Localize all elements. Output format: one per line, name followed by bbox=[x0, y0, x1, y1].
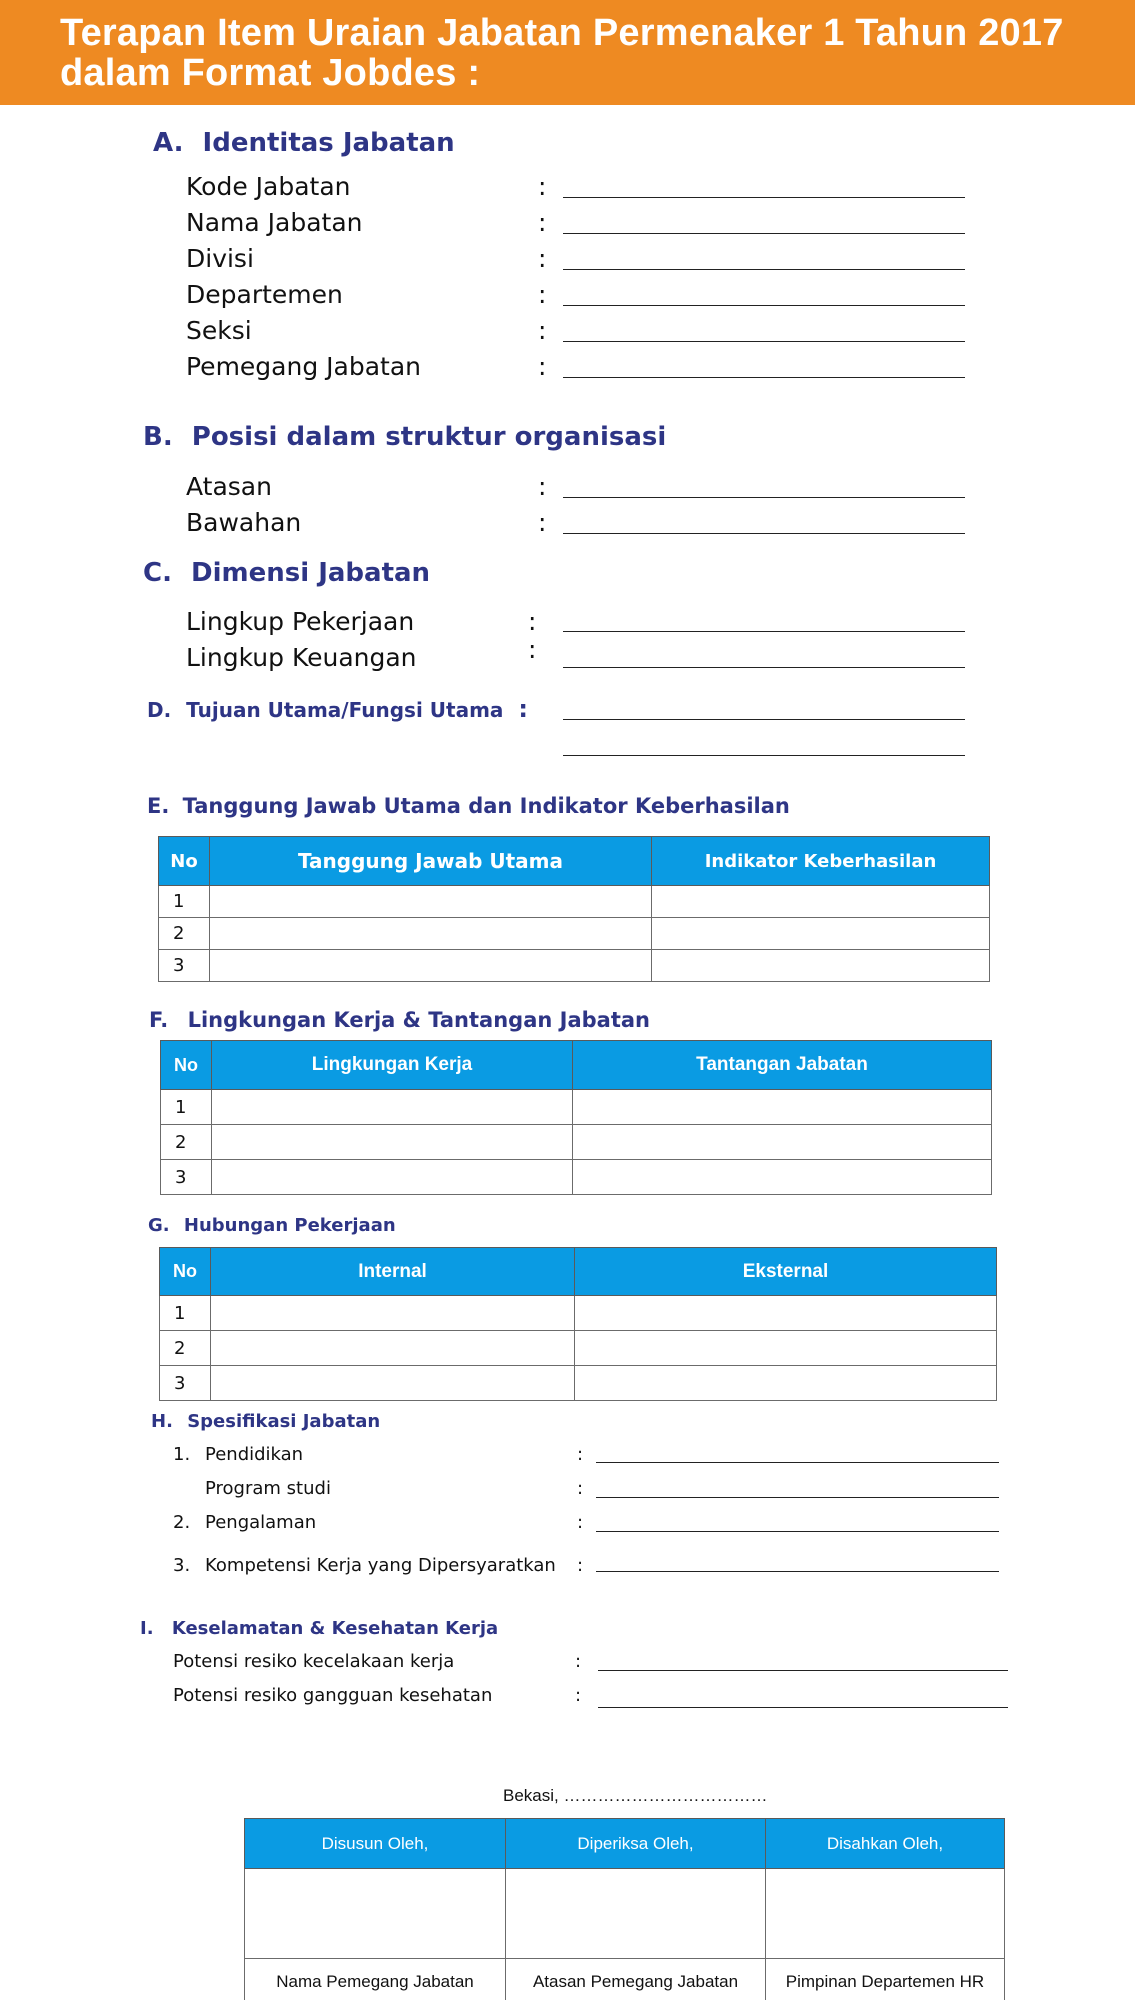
table-row bbox=[159, 950, 990, 982]
section-d-heading bbox=[147, 696, 528, 723]
section-i-title: Keselamatan & Kesehatan Kerja bbox=[171, 1618, 499, 1639]
field-colon: : bbox=[528, 607, 537, 636]
field-departemen-line[interactable] bbox=[563, 305, 965, 306]
table-hubungan-pekerjaan bbox=[159, 1247, 997, 1401]
table-row bbox=[159, 918, 990, 950]
field-label: Divisi bbox=[186, 244, 254, 273]
spec-label: Pengalaman bbox=[205, 1512, 317, 1533]
cell-lingkungan[interactable] bbox=[212, 1160, 573, 1195]
section-a-heading bbox=[153, 126, 455, 160]
signature-name-atasan: Atasan Pemegang Jabatan bbox=[506, 1959, 766, 2000]
table-row bbox=[160, 1366, 997, 1401]
field-atasan-line[interactable] bbox=[563, 497, 965, 498]
field-label: Departemen bbox=[186, 280, 343, 309]
cell-internal[interactable] bbox=[211, 1366, 575, 1401]
signature-header-disahkan: Disahkan Oleh, bbox=[766, 1819, 1005, 1869]
signature-name-hr: Pimpinan Departemen HR bbox=[766, 1959, 1005, 2000]
k3-label: Potensi resiko gangguan kesehatan bbox=[173, 1685, 493, 1706]
field-lingkup-pekerjaan-line[interactable] bbox=[563, 631, 965, 632]
header-banner bbox=[0, 0, 1135, 105]
section-c-heading bbox=[143, 556, 430, 590]
table-row bbox=[161, 1125, 992, 1160]
table-header-tanggung-jawab: Tanggung Jawab Utama bbox=[210, 837, 652, 886]
section-e-letter: E. bbox=[147, 794, 170, 818]
section-e-title: Tanggung Jawab Utama dan Indikator Keberhasilan bbox=[182, 794, 790, 818]
section-h-heading bbox=[151, 1410, 380, 1434]
field-label: Seksi bbox=[186, 316, 252, 345]
table-row bbox=[161, 1090, 992, 1125]
spec-colon: : bbox=[577, 1444, 584, 1465]
field-kode-jabatan-line[interactable] bbox=[563, 197, 965, 198]
field-tujuan-line-1[interactable] bbox=[563, 719, 965, 720]
row-number: 2 bbox=[159, 918, 210, 950]
signature-header-diperiksa: Diperiksa Oleh, bbox=[506, 1819, 766, 1869]
field-label: Bawahan bbox=[186, 508, 302, 537]
signature-box-disusun[interactable] bbox=[245, 1869, 506, 1959]
table-row bbox=[161, 1160, 992, 1195]
signature-table bbox=[244, 1818, 1005, 2000]
k3-colon: : bbox=[575, 1651, 582, 1672]
row-number: 3 bbox=[160, 1366, 211, 1401]
spec-colon: : bbox=[577, 1478, 584, 1499]
spec-label: Pendidikan bbox=[205, 1444, 304, 1465]
section-f-title: Lingkungan Kerja & Tantangan Jabatan bbox=[187, 1008, 650, 1032]
row-number: 1 bbox=[161, 1090, 212, 1125]
field-colon: : bbox=[528, 635, 537, 664]
cell-tanggung-jawab[interactable] bbox=[210, 886, 652, 918]
table-row bbox=[159, 886, 990, 918]
spec-label: Program studi bbox=[205, 1478, 331, 1499]
k3-kesehatan-line[interactable] bbox=[598, 1707, 1008, 1708]
field-bawahan-line[interactable] bbox=[563, 533, 965, 534]
field-divisi-line[interactable] bbox=[563, 269, 965, 270]
table-header-eksternal: Eksternal bbox=[575, 1248, 997, 1296]
table-header-no: No bbox=[160, 1248, 211, 1296]
field-colon: : bbox=[538, 472, 547, 501]
cell-lingkungan[interactable] bbox=[212, 1090, 573, 1125]
field-label: Kode Jabatan bbox=[186, 172, 351, 201]
signature-box-disahkan[interactable] bbox=[766, 1869, 1005, 1959]
cell-internal[interactable] bbox=[211, 1331, 575, 1366]
row-number: 1 bbox=[160, 1296, 211, 1331]
section-i-heading bbox=[140, 1617, 498, 1641]
table-header-indikator: Indikator Keberhasilan bbox=[652, 837, 990, 886]
cell-indikator[interactable] bbox=[652, 950, 990, 982]
field-colon: : bbox=[538, 316, 547, 345]
spec-pendidikan-line[interactable] bbox=[596, 1462, 999, 1463]
spec-kompetensi-line[interactable] bbox=[596, 1571, 999, 1572]
cell-eksternal[interactable] bbox=[575, 1331, 997, 1366]
k3-colon: : bbox=[575, 1685, 582, 1706]
table-header-no: No bbox=[161, 1041, 212, 1090]
section-d-title: Tujuan Utama/Fungsi Utama bbox=[186, 698, 504, 722]
cell-tantangan[interactable] bbox=[573, 1090, 992, 1125]
table-header-internal: Internal bbox=[211, 1248, 575, 1296]
spec-number: 1. bbox=[173, 1444, 191, 1465]
field-colon: : bbox=[538, 172, 547, 201]
row-number: 3 bbox=[161, 1160, 212, 1195]
spec-label: Kompetensi Kerja yang Dipersyaratkan bbox=[205, 1555, 556, 1576]
table-lingkungan-kerja bbox=[160, 1040, 992, 1195]
field-label: Lingkup Pekerjaan bbox=[186, 607, 415, 636]
section-f-letter: F. bbox=[149, 1008, 169, 1032]
signature-header-disusun: Disusun Oleh, bbox=[245, 1819, 506, 1869]
field-lingkup-keuangan-line[interactable] bbox=[563, 667, 965, 668]
page-title-line-2: dalam Format Jobdes : bbox=[60, 52, 481, 94]
section-a-letter: A. bbox=[153, 128, 184, 158]
spec-colon: : bbox=[577, 1512, 584, 1533]
section-c-title: Dimensi Jabatan bbox=[191, 558, 431, 588]
section-b-heading bbox=[143, 420, 666, 454]
table-header-no: No bbox=[159, 837, 210, 886]
cell-tantangan[interactable] bbox=[573, 1125, 992, 1160]
signature-box-diperiksa[interactable] bbox=[506, 1869, 766, 1959]
table-row bbox=[160, 1296, 997, 1331]
field-label: Lingkup Keuangan bbox=[186, 643, 417, 672]
row-number: 2 bbox=[160, 1331, 211, 1366]
spec-number: 2. bbox=[173, 1512, 191, 1533]
field-pemegang-jabatan-line[interactable] bbox=[563, 377, 965, 378]
section-g-title: Hubungan Pekerjaan bbox=[183, 1215, 396, 1236]
field-colon: : bbox=[538, 508, 547, 537]
table-tanggung-jawab bbox=[158, 836, 990, 982]
table-row bbox=[160, 1331, 997, 1366]
signature-name-pemegang: Nama Pemegang Jabatan bbox=[245, 1959, 506, 2000]
section-g-letter: G. bbox=[148, 1215, 170, 1236]
cell-indikator[interactable] bbox=[652, 886, 990, 918]
k3-kecelakaan-line[interactable] bbox=[598, 1670, 1008, 1671]
section-d-letter: D. bbox=[147, 698, 172, 722]
field-label: Pemegang Jabatan bbox=[186, 352, 421, 381]
field-seksi-line[interactable] bbox=[563, 341, 965, 342]
cell-indikator[interactable] bbox=[652, 918, 990, 950]
table-header-tantangan: Tantangan Jabatan bbox=[573, 1041, 992, 1090]
spec-colon: : bbox=[577, 1555, 584, 1576]
cell-internal[interactable] bbox=[211, 1296, 575, 1331]
row-number: 3 bbox=[159, 950, 210, 982]
section-h-title: Spesifikasi Jabatan bbox=[187, 1411, 381, 1432]
cell-eksternal[interactable] bbox=[575, 1296, 997, 1331]
field-label: Nama Jabatan bbox=[186, 208, 363, 237]
row-number: 2 bbox=[161, 1125, 212, 1160]
section-i-letter: I. bbox=[140, 1618, 154, 1639]
section-h-letter: H. bbox=[151, 1411, 173, 1432]
cell-tanggung-jawab[interactable] bbox=[210, 918, 652, 950]
spec-pengalaman-line[interactable] bbox=[596, 1531, 999, 1532]
field-nama-jabatan-line[interactable] bbox=[563, 233, 965, 234]
field-tujuan-line-2[interactable] bbox=[563, 755, 965, 756]
field-colon: : bbox=[538, 280, 547, 309]
section-e-heading bbox=[147, 793, 790, 819]
field-colon: : bbox=[538, 244, 547, 273]
section-b-letter: B. bbox=[143, 422, 173, 452]
cell-tanggung-jawab[interactable] bbox=[210, 950, 652, 982]
section-d-colon: : bbox=[518, 695, 528, 723]
section-g-heading bbox=[148, 1214, 396, 1238]
section-c-letter: C. bbox=[143, 558, 172, 588]
row-number: 1 bbox=[159, 886, 210, 918]
field-colon: : bbox=[538, 352, 547, 381]
field-label: Atasan bbox=[186, 472, 272, 501]
cell-eksternal[interactable] bbox=[575, 1366, 997, 1401]
cell-lingkungan[interactable] bbox=[212, 1125, 573, 1160]
section-a-title: Identitas Jabatan bbox=[202, 128, 455, 158]
page-title-line-1: Terapan Item Uraian Jabatan Permenaker 1 Tahun 2017 bbox=[60, 12, 1064, 54]
spec-program-studi-line[interactable] bbox=[596, 1497, 999, 1498]
table-header-lingkungan: Lingkungan Kerja bbox=[212, 1041, 573, 1090]
section-b-title: Posisi dalam struktur organisasi bbox=[191, 422, 667, 452]
cell-tantangan[interactable] bbox=[573, 1160, 992, 1195]
place-date: Bekasi, ……………………………… bbox=[503, 1786, 768, 1805]
spec-number: 3. bbox=[173, 1555, 191, 1576]
section-f-heading bbox=[149, 1007, 650, 1033]
k3-label: Potensi resiko kecelakaan kerja bbox=[173, 1651, 455, 1672]
field-colon: : bbox=[538, 208, 547, 237]
